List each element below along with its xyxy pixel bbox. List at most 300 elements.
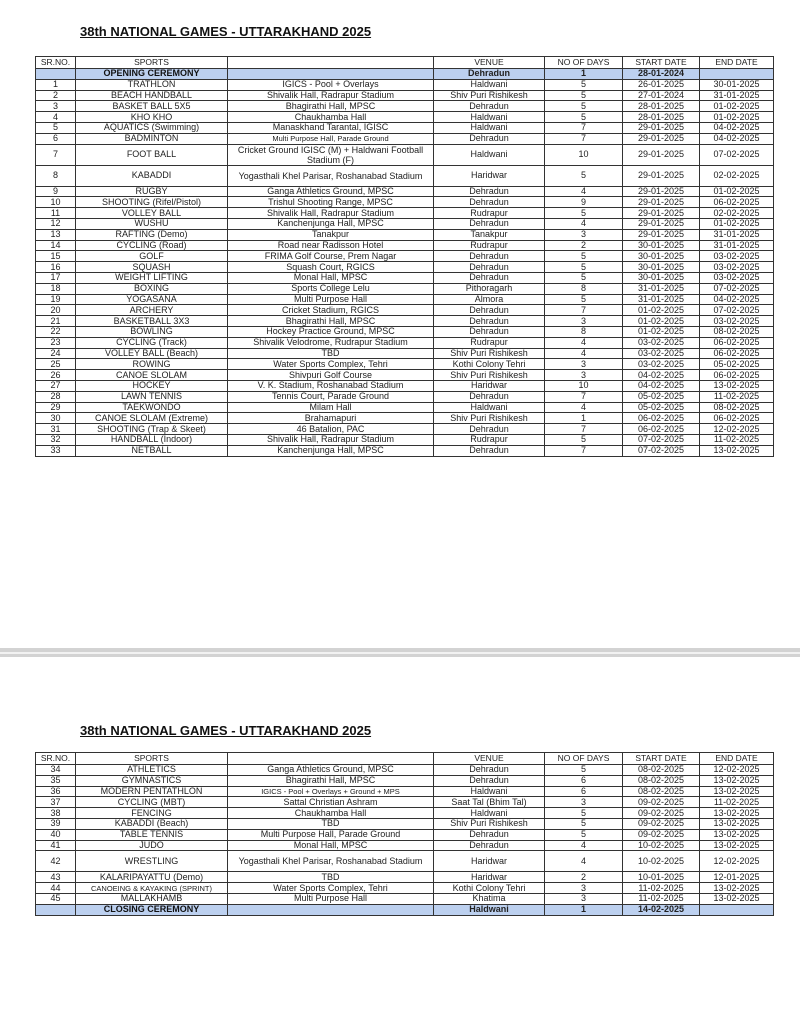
cell-start-date: 03-02-2025 [623,359,700,370]
page-title: 38th NATIONAL GAMES - UTTARAKHAND 2025 [80,723,372,738]
cell-end-date: 04-02-2025 [700,294,774,305]
cell-city: Dehradun [434,391,545,402]
cell-end-date: 01-02-2025 [700,218,774,229]
cell-venue: Shivpuri Golf Course [228,370,434,381]
cell-venue: 46 Batalion, PAC [228,424,434,435]
cell-no-of-days: 5 [545,829,623,840]
cell-sport: KHO KHO [76,112,228,123]
table-row [36,424,774,435]
cell-start-date: 09-02-2025 [623,818,700,829]
cell-start-date: 06-02-2025 [623,424,700,435]
cell-sr-no: 16 [36,262,76,273]
header-venue: VENUE [434,753,545,765]
cell-city: Dehradun [434,69,545,80]
cell-start-date: 01-02-2025 [623,326,700,337]
cell-venue: V. K. Stadium, Roshanabad Stadium [228,380,434,391]
cell-sport: TRATHLON [76,79,228,90]
cell-sport: WUSHU [76,218,228,229]
cell-sr-no: 2 [36,90,76,101]
cell-sport: ATHLETICS [76,765,228,776]
cell-city: Haldwani [434,402,545,413]
cell-city: Rudrapur [434,208,545,219]
cell-start-date: 28-01-2024 [623,69,700,80]
cell-sr-no: 9 [36,186,76,197]
cell-no-of-days: 6 [545,775,623,786]
cell-sr-no [36,904,76,915]
cell-start-date: 29-01-2025 [623,186,700,197]
cell-end-date: 01-02-2025 [700,112,774,123]
cell-sr-no: 12 [36,218,76,229]
cell-start-date: 31-01-2025 [623,294,700,305]
cell-city: Dehradun [434,424,545,435]
cell-venue: Road near Radisson Hotel [228,240,434,251]
cell-end-date: 13-02-2025 [700,829,774,840]
cell-end-date: 06-02-2025 [700,197,774,208]
cell-sport: KABADDI (Beach) [76,818,228,829]
table-row [36,337,774,348]
cell-no-of-days: 10 [545,380,623,391]
cell-sr-no: 18 [36,283,76,294]
cell-sport: CANOE SLOLAM (Extreme) [76,413,228,424]
cell-sport: FOOT BALL [76,144,228,165]
cell-start-date: 28-01-2025 [623,101,700,112]
cell-venue: Cricket Stadium, RGICS [228,305,434,316]
cell-end-date: 01-02-2025 [700,101,774,112]
cell-end-date: 07-02-2025 [700,305,774,316]
cell-sport: CANOE SLOLAM [76,370,228,381]
cell-sport: CYCLING (Road) [76,240,228,251]
table-row [36,765,774,776]
cell-start-date: 04-02-2025 [623,380,700,391]
cell-no-of-days: 5 [545,79,623,90]
cell-sr-no: 41 [36,840,76,851]
cell-venue: Water Sports Complex, Tehri [228,359,434,370]
cell-end-date: 13-02-2025 [700,893,774,904]
table-body [36,765,774,916]
cell-venue [228,904,434,915]
table-row [36,808,774,819]
cell-city: Shiv Puri Rishikesh [434,370,545,381]
table-row [36,283,774,294]
cell-city: Dehradun [434,251,545,262]
header-start-date: START DATE [623,57,700,69]
cell-city: Haldwani [434,786,545,797]
table-row [36,348,774,359]
cell-no-of-days: 5 [545,165,623,186]
header-no-of-days: NO OF DAYS [545,753,623,765]
cell-city: Haldwani [434,122,545,133]
cell-sport: JUDO [76,840,228,851]
table-row [36,786,774,797]
cell-end-date: 06-02-2025 [700,348,774,359]
cell-city: Kothi Colony Tehri [434,883,545,894]
cell-city: Pithoragarh [434,283,545,294]
cell-venue: Cricket Ground IGISC (M) + Haldwani Football Stadium (F) [228,144,434,165]
cell-city: Khatima [434,893,545,904]
table-row [36,218,774,229]
cell-sport: RUGBY [76,186,228,197]
cell-venue: IGICS - Pool + Overlays [228,79,434,90]
table-header-row [36,753,774,765]
cell-end-date: 13-02-2025 [700,380,774,391]
header-venue-blank [228,57,434,69]
cell-venue: Brahamapuri [228,413,434,424]
cell-venue: IGICS - Pool + Overlays + Ground + MPS [228,786,434,797]
cell-start-date: 05-02-2025 [623,402,700,413]
cell-no-of-days: 4 [545,840,623,851]
cell-city: Dehradun [434,197,545,208]
cell-sr-no: 32 [36,434,76,445]
cell-venue: Milam Hall [228,402,434,413]
cell-sr-no: 33 [36,445,76,456]
cell-venue: Shivalik Hall, Radrapur Stadium [228,208,434,219]
cell-sr-no: 23 [36,337,76,348]
cell-end-date: 13-02-2025 [700,840,774,851]
table-row [36,122,774,133]
cell-no-of-days: 4 [545,337,623,348]
cell-end-date: 13-02-2025 [700,775,774,786]
cell-end-date: 08-02-2025 [700,326,774,337]
cell-no-of-days: 7 [545,122,623,133]
cell-sr-no: 45 [36,893,76,904]
cell-city: Tanakpur [434,229,545,240]
cell-start-date: 03-02-2025 [623,348,700,359]
header-venue: VENUE [434,57,545,69]
cell-end-date: 11-02-2025 [700,434,774,445]
header-sports: SPORTS [76,57,228,69]
cell-city: Haldwani [434,808,545,819]
cell-sport: CYCLING (MBT) [76,797,228,808]
cell-no-of-days: 6 [545,786,623,797]
cell-sport: SHOOTING (Trap & Skeet) [76,424,228,435]
cell-no-of-days: 8 [545,283,623,294]
cell-end-date: 03-02-2025 [700,272,774,283]
cell-sport: TAEKWONDO [76,402,228,413]
cell-venue: Tanakpur [228,229,434,240]
table-row [36,272,774,283]
schedule-table [35,752,774,916]
cell-sport: BEACH HANDBALL [76,90,228,101]
cell-venue: Chaukhamba Hall [228,808,434,819]
cell-start-date: 09-02-2025 [623,797,700,808]
table-row [36,305,774,316]
cell-end-date: 31-01-2025 [700,90,774,101]
cell-sport: BASKETBALL 3X3 [76,316,228,327]
cell-start-date: 11-02-2025 [623,883,700,894]
cell-no-of-days: 3 [545,370,623,381]
cell-sr-no: 24 [36,348,76,359]
table-row [36,326,774,337]
cell-start-date: 10-01-2025 [623,872,700,883]
cell-sr-no: 30 [36,413,76,424]
cell-no-of-days: 4 [545,218,623,229]
cell-venue: Yogasthali Khel Parisar, Roshanabad Stadium [228,165,434,186]
cell-sr-no: 15 [36,251,76,262]
cell-no-of-days: 4 [545,851,623,872]
cell-sport: CLOSING CEREMONY [76,904,228,915]
cell-sport: MODERN PENTATHLON [76,786,228,797]
cell-no-of-days: 5 [545,251,623,262]
cell-city: Haldwani [434,144,545,165]
cell-start-date: 05-02-2025 [623,391,700,402]
cell-sr-no: 25 [36,359,76,370]
cell-no-of-days: 5 [545,294,623,305]
cell-city: Haridwar [434,380,545,391]
cell-no-of-days: 9 [545,197,623,208]
table-row [36,79,774,90]
cell-venue: Yogasthali Khel Parisar, Roshanabad Stadium [228,851,434,872]
cell-no-of-days: 5 [545,208,623,219]
table-row [36,883,774,894]
cell-sport: OPENING CEREMONY [76,69,228,80]
header-end-date: END DATE [700,753,774,765]
cell-sr-no: 35 [36,775,76,786]
table-row [36,101,774,112]
cell-city: Kothi Colony Tehri [434,359,545,370]
cell-start-date: 29-01-2025 [623,229,700,240]
cell-sr-no: 28 [36,391,76,402]
cell-city: Dehradun [434,262,545,273]
cell-no-of-days: 5 [545,101,623,112]
cell-sr-no: 21 [36,316,76,327]
page-separator-highlight [0,652,800,654]
cell-sr-no: 40 [36,829,76,840]
cell-sr-no: 4 [36,112,76,123]
cell-start-date: 09-02-2025 [623,808,700,819]
table-row [36,133,774,144]
cell-end-date: 06-02-2025 [700,337,774,348]
cell-no-of-days: 7 [545,445,623,456]
cell-no-of-days: 1 [545,69,623,80]
cell-no-of-days: 1 [545,904,623,915]
header-start-date: START DATE [623,753,700,765]
cell-sport: BOWLING [76,326,228,337]
cell-no-of-days: 7 [545,305,623,316]
table-body [36,69,774,457]
cell-end-date: 12-02-2025 [700,851,774,872]
cell-sr-no: 42 [36,851,76,872]
cell-start-date: 30-01-2025 [623,272,700,283]
cell-end-date: 03-02-2025 [700,251,774,262]
cell-venue [228,69,434,80]
cell-no-of-days: 10 [545,144,623,165]
cell-start-date: 08-02-2025 [623,765,700,776]
cell-sr-no: 7 [36,144,76,165]
cell-city: Dehradun [434,316,545,327]
cell-start-date: 30-01-2025 [623,251,700,262]
table-row [36,775,774,786]
cell-sport: CANOEING & KAYAKING (SPRINT) [76,883,228,894]
cell-venue: Kanchenjunga Hall, MPSC [228,218,434,229]
cell-city: Haridwar [434,165,545,186]
cell-sr-no: 36 [36,786,76,797]
cell-end-date: 12-01-2025 [700,872,774,883]
cell-start-date: 03-02-2025 [623,337,700,348]
cell-venue: Monal Hall, MPSC [228,272,434,283]
cell-city: Dehradun [434,186,545,197]
cell-sport: GYMNASTICS [76,775,228,786]
cell-city: Haldwani [434,112,545,123]
cell-city: Dehradun [434,101,545,112]
table-row [36,402,774,413]
cell-venue: TBD [228,348,434,359]
cell-sr-no: 6 [36,133,76,144]
cell-sport: SQUASH [76,262,228,273]
cell-end-date: 03-02-2025 [700,316,774,327]
cell-start-date: 26-01-2025 [623,79,700,90]
cell-no-of-days: 7 [545,133,623,144]
cell-sport: NETBALL [76,445,228,456]
cell-start-date: 29-01-2025 [623,122,700,133]
cell-sport: VOLLEY BALL (Beach) [76,348,228,359]
cell-city: Dehradun [434,326,545,337]
cell-end-date: 08-02-2025 [700,402,774,413]
table-row [36,90,774,101]
cell-sr-no: 10 [36,197,76,208]
cell-city: Almora [434,294,545,305]
cell-city: Dehradun [434,305,545,316]
cell-no-of-days: 5 [545,818,623,829]
header-sr-no: SR.NO. [36,57,76,69]
cell-end-date [700,69,774,80]
schedule-table [35,56,774,457]
cell-no-of-days: 3 [545,359,623,370]
cell-start-date: 04-02-2025 [623,370,700,381]
cell-sport: ROWING [76,359,228,370]
cell-start-date: 28-01-2025 [623,112,700,123]
cell-venue: Shivalik Hall, Radrapur Stadium [228,434,434,445]
table-row [36,208,774,219]
cell-sr-no: 26 [36,370,76,381]
cell-sport: RAFTING (Demo) [76,229,228,240]
cell-sr-no: 13 [36,229,76,240]
cell-no-of-days: 4 [545,348,623,359]
table-row [36,229,774,240]
cell-sport: YOGASANA [76,294,228,305]
cell-end-date: 06-02-2025 [700,413,774,424]
table-row [36,144,774,165]
cell-city: Dehradun [434,218,545,229]
cell-no-of-days: 5 [545,765,623,776]
cell-end-date: 31-01-2025 [700,240,774,251]
cell-end-date: 11-02-2025 [700,391,774,402]
cell-venue: TBD [228,872,434,883]
cell-start-date: 29-01-2025 [623,218,700,229]
cell-venue: Manaskhand Tarantal, IGISC [228,122,434,133]
cell-venue: Monal Hall, MPSC [228,840,434,851]
cell-sr-no: 5 [36,122,76,133]
table-row [36,797,774,808]
cell-venue: Bhagirathi Hall, MPSC [228,101,434,112]
table-row [36,112,774,123]
table-row [36,294,774,305]
cell-sport: SHOOTING (Rifel/Pistol) [76,197,228,208]
cell-city: Dehradun [434,445,545,456]
cell-sport: HOCKEY [76,380,228,391]
cell-city: Rudrapur [434,240,545,251]
cell-start-date: 10-02-2025 [623,851,700,872]
table-row [36,370,774,381]
cell-sr-no: 1 [36,79,76,90]
header-sr-no: SR.NO. [36,753,76,765]
cell-no-of-days: 1 [545,413,623,424]
cell-city: Saat Tal (Bhim Tal) [434,797,545,808]
table-row [36,840,774,851]
cell-city: Haldwani [434,904,545,915]
cell-city: Haridwar [434,851,545,872]
cell-sport: VOLLEY BALL [76,208,228,219]
page-title: 38th NATIONAL GAMES - UTTARAKHAND 2025 [80,24,372,39]
cell-sport: KABADDI [76,165,228,186]
cell-end-date: 04-02-2025 [700,133,774,144]
cell-city: Rudrapur [434,337,545,348]
header-sports: SPORTS [76,753,228,765]
cell-end-date: 04-02-2025 [700,122,774,133]
cell-start-date: 07-02-2025 [623,445,700,456]
table-row [36,818,774,829]
cell-city: Dehradun [434,775,545,786]
cell-sr-no: 34 [36,765,76,776]
cell-no-of-days: 2 [545,872,623,883]
ceremony-row [36,904,774,915]
cell-sport: MALLAKHAMB [76,893,228,904]
cell-sport: FENCING [76,808,228,819]
cell-start-date: 06-02-2025 [623,413,700,424]
cell-end-date: 07-02-2025 [700,144,774,165]
cell-no-of-days: 5 [545,272,623,283]
cell-end-date: 03-02-2025 [700,262,774,273]
cell-start-date: 29-01-2025 [623,165,700,186]
cell-sport: LAWN TENNIS [76,391,228,402]
cell-end-date: 06-02-2025 [700,370,774,381]
cell-end-date: 30-01-2025 [700,79,774,90]
cell-no-of-days: 7 [545,424,623,435]
table-row [36,434,774,445]
cell-start-date: 30-01-2025 [623,240,700,251]
cell-city: Shiv Puri Rishikesh [434,90,545,101]
table-row [36,380,774,391]
cell-venue: Shivalik Hall, Radrapur Stadium [228,90,434,101]
cell-start-date: 29-01-2025 [623,133,700,144]
cell-sr-no: 43 [36,872,76,883]
cell-end-date: 02-02-2025 [700,208,774,219]
cell-no-of-days: 3 [545,797,623,808]
cell-end-date: 01-02-2025 [700,186,774,197]
cell-sport: CYCLING (Track) [76,337,228,348]
cell-no-of-days: 5 [545,262,623,273]
cell-start-date: 08-02-2025 [623,775,700,786]
cell-venue: Multi Purpose Hall, Parade Ground [228,133,434,144]
cell-sport: AQUATICS (Swimming) [76,122,228,133]
cell-venue: Multi Purpose Hall, Parade Ground [228,829,434,840]
cell-venue: Sattal Christian Ashram [228,797,434,808]
table-row [36,872,774,883]
cell-sr-no: 3 [36,101,76,112]
cell-end-date: 13-02-2025 [700,818,774,829]
cell-sr-no: 37 [36,797,76,808]
cell-sr-no: 29 [36,402,76,413]
cell-start-date: 14-02-2025 [623,904,700,915]
cell-sport: GOLF [76,251,228,262]
cell-start-date: 29-01-2025 [623,144,700,165]
cell-no-of-days: 5 [545,112,623,123]
cell-sport: BOXING [76,283,228,294]
table-row [36,391,774,402]
cell-no-of-days: 3 [545,883,623,894]
cell-no-of-days: 3 [545,893,623,904]
table-row [36,262,774,273]
cell-sr-no: 14 [36,240,76,251]
